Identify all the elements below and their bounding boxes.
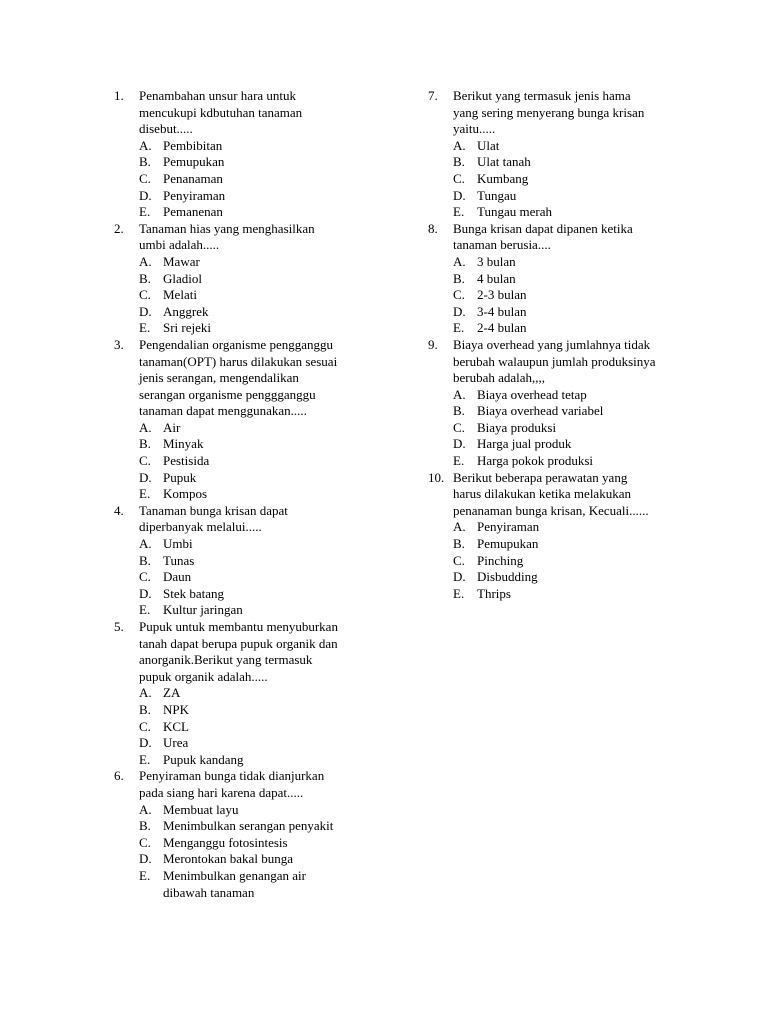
- answer-option: [139, 320, 364, 337]
- question-item: [114, 337, 364, 503]
- answer-option: [453, 453, 678, 470]
- option-text-line: Daun: [163, 569, 192, 585]
- option-text-line: Melati: [163, 287, 197, 303]
- option-letter: E.: [453, 453, 465, 469]
- answer-option: [453, 436, 678, 453]
- option-text-line: Penyiraman: [477, 519, 540, 535]
- option-text-line: Biaya produksi: [477, 419, 557, 435]
- option-text-line: Stek batang: [163, 585, 225, 601]
- answer-option: [453, 403, 678, 420]
- question-text-line: harus dilakukan ketika melakukan: [453, 486, 631, 502]
- question-item: [114, 221, 364, 337]
- question-text-line: Penyiraman bunga tidak dianjurkan: [139, 768, 325, 784]
- question-text-line: pupuk organik adalah.....: [139, 668, 268, 684]
- answer-option: [139, 569, 364, 586]
- option-letter: A.: [139, 801, 152, 817]
- option-letter: E.: [139, 867, 151, 883]
- answer-option: [139, 188, 364, 205]
- question-number: 6.: [114, 768, 124, 784]
- answer-option: [139, 171, 364, 188]
- option-letter: B.: [453, 154, 465, 170]
- option-text-line: Kompos: [163, 486, 208, 502]
- answer-option: [139, 735, 364, 752]
- option-letter: C.: [453, 170, 465, 186]
- question-text-line: Berikut yang termasuk jenis hama: [453, 88, 631, 103]
- option-text-line: 2-4 bulan: [477, 320, 527, 336]
- option-letter: B.: [139, 436, 151, 452]
- question-text-line: disebut.....: [139, 121, 193, 137]
- option-text-line: Disbudding: [477, 569, 538, 585]
- answer-option: [139, 702, 364, 719]
- question-text-line: Biaya overhead yang jumlahnya tidak: [453, 336, 651, 352]
- question-number: 8.: [428, 220, 438, 236]
- question-text-line: umbi adalah.....: [139, 237, 220, 253]
- question-text-line: Pengendalian organisme pengganggu: [139, 336, 333, 352]
- option-letter: D.: [453, 436, 466, 452]
- option-letter: C.: [453, 419, 465, 435]
- option-letter: D.: [139, 851, 152, 867]
- question-text-line: Penambahan unsur hara untuk: [139, 88, 297, 103]
- option-letter: E.: [453, 320, 465, 336]
- question-text-line: yaitu.....: [453, 121, 496, 137]
- option-text-line: Pembibitan: [163, 137, 223, 153]
- question-text-line: berubah walaupun jumlah produksinya: [453, 353, 656, 369]
- answer-option: [453, 154, 678, 171]
- answer-option: [139, 287, 364, 304]
- option-text-line: Harga pokok produksi: [477, 453, 594, 469]
- option-letter: E.: [453, 585, 465, 601]
- answer-option: [139, 254, 364, 271]
- question-text-line: diperbanyak melalui.....: [139, 519, 262, 535]
- question-text-line: penanaman bunga krisan, Kecuali......: [453, 502, 649, 518]
- option-letter: C.: [139, 569, 151, 585]
- answer-option: [453, 553, 678, 570]
- question-number: 10.: [428, 469, 445, 485]
- answer-option: [139, 138, 364, 155]
- option-letter: C.: [139, 170, 151, 186]
- option-text-line: Biaya overhead tetap: [477, 386, 587, 402]
- option-text-line: Kultur jaringan: [163, 602, 243, 618]
- question-number: 7.: [428, 88, 438, 103]
- option-letter: A.: [139, 685, 152, 701]
- option-text-line: Menimbulkan serangan penyakit: [163, 818, 334, 834]
- option-text-line: Pemupukan: [163, 154, 225, 170]
- answer-option: [139, 486, 364, 503]
- option-letter: A.: [453, 519, 466, 535]
- option-text-line: NPK: [163, 701, 190, 717]
- option-text-line: Menganggu fotosintesis: [163, 834, 288, 850]
- option-letter: D.: [139, 585, 152, 601]
- option-text-line: Sri rejeki: [163, 320, 212, 336]
- answer-option: [139, 154, 364, 171]
- question-item: [114, 503, 364, 619]
- option-letter: D.: [453, 187, 466, 203]
- answer-option: [453, 254, 678, 271]
- option-text-line: Harga jual produk: [477, 436, 572, 452]
- answer-option: [139, 752, 364, 769]
- answer-option: [453, 586, 678, 603]
- answer-option: [139, 204, 364, 221]
- answer-option: [453, 536, 678, 553]
- question-item: [428, 337, 678, 470]
- answer-option: [453, 519, 678, 536]
- question-text-line: serangan organisme penggganggu: [139, 386, 316, 402]
- question-text-line: tanaman(OPT) harus dilakukan sesuai: [139, 353, 338, 369]
- answer-option: [139, 818, 364, 835]
- option-letter: D.: [139, 187, 152, 203]
- answer-option: [453, 569, 678, 586]
- answer-option: [139, 553, 364, 570]
- question-text-line: tanaman dapat menggunakan.....: [139, 403, 307, 419]
- question-item: [428, 221, 678, 337]
- option-letter: C.: [139, 453, 151, 469]
- option-text-line: Penyiraman: [163, 187, 226, 203]
- option-text-line: Pupuk: [163, 469, 197, 485]
- option-text-line: 4 bulan: [477, 270, 516, 286]
- option-text-line: Biaya overhead variabel: [477, 403, 604, 419]
- option-text-line: Tunas: [163, 552, 195, 568]
- answer-option: [453, 204, 678, 221]
- question-item: [114, 768, 364, 901]
- question-item: [114, 619, 364, 768]
- option-letter: D.: [453, 569, 466, 585]
- option-text-line: Pemupukan: [477, 536, 539, 552]
- option-letter: B.: [453, 536, 465, 552]
- option-letter: A.: [139, 536, 152, 552]
- answer-option: [453, 271, 678, 288]
- answer-option: [453, 188, 678, 205]
- answer-option: [453, 287, 678, 304]
- option-letter: C.: [453, 552, 465, 568]
- question-text-line: Berikut beberapa perawatan yang: [453, 469, 628, 485]
- question-text-line: anorganik.Berikut yang termasuk: [139, 652, 313, 668]
- option-letter: C.: [453, 287, 465, 303]
- question-text-line: jenis serangan, mengendalikan: [139, 370, 299, 386]
- question-text-line: Bunga krisan dapat dipanen ketika: [453, 220, 633, 236]
- option-text-line: ZA: [163, 685, 181, 701]
- option-letter: C.: [139, 834, 151, 850]
- option-letter: B.: [453, 403, 465, 419]
- option-letter: E.: [139, 602, 151, 618]
- option-text-line: Penanaman: [163, 170, 223, 186]
- option-text-line: Urea: [163, 735, 189, 751]
- question-number: 5.: [114, 619, 124, 634]
- answer-option: [139, 851, 364, 868]
- option-text-line: KCL: [163, 718, 189, 734]
- option-letter: E.: [139, 204, 151, 220]
- question-item: [428, 470, 678, 603]
- option-letter: B.: [139, 818, 151, 834]
- question-text-line: Tanaman bunga krisan dapat: [139, 502, 288, 518]
- option-text-line: Mawar: [163, 253, 200, 269]
- option-text-line: Ulat: [477, 137, 500, 153]
- question-number: 1.: [114, 88, 124, 103]
- answer-option: [453, 171, 678, 188]
- option-letter: A.: [139, 137, 152, 153]
- question-text-line: tanah dapat berupa pupuk organik dan: [139, 635, 338, 651]
- option-text-line: Merontokan bakal bunga: [163, 851, 293, 867]
- question-number: 2.: [114, 220, 124, 236]
- option-text-line: Thrips: [477, 585, 511, 601]
- answer-option: [139, 271, 364, 288]
- option-text-line: Minyak: [163, 436, 204, 452]
- question-number: 9.: [428, 336, 438, 352]
- option-text-line: Ulat tanah: [477, 154, 531, 170]
- question-column-right: [428, 88, 678, 602]
- answer-option: [139, 453, 364, 470]
- option-text-line: 2-3 bulan: [477, 287, 527, 303]
- question-item: [114, 88, 364, 221]
- answer-option: [453, 420, 678, 437]
- option-letter: A.: [453, 253, 466, 269]
- answer-option: [453, 320, 678, 337]
- option-letter: B.: [139, 552, 151, 568]
- answer-option: [139, 586, 364, 603]
- option-text-line: Umbi: [163, 536, 193, 552]
- option-letter: E.: [139, 751, 151, 767]
- answer-option: [453, 304, 678, 321]
- option-letter: B.: [139, 154, 151, 170]
- answer-option: [139, 719, 364, 736]
- answer-option: [139, 420, 364, 437]
- answer-option: [139, 802, 364, 819]
- option-text-line: Kumbang: [477, 170, 529, 186]
- option-text-line: dibawah tanaman: [163, 884, 255, 900]
- option-letter: A.: [453, 137, 466, 153]
- option-text-line: Air: [163, 419, 181, 435]
- answer-option: [139, 835, 364, 852]
- question-text-line: mencukupi kdbutuhan tanaman: [139, 104, 303, 120]
- option-text-line: Pupuk kandang: [163, 751, 244, 767]
- option-letter: B.: [139, 270, 151, 286]
- answer-option: [453, 138, 678, 155]
- option-letter: B.: [139, 701, 151, 717]
- option-letter: D.: [453, 303, 466, 319]
- question-text-line: tanaman berusia....: [453, 237, 551, 253]
- question-column-left: [114, 88, 364, 901]
- answer-option: [139, 436, 364, 453]
- answer-option: [139, 685, 364, 702]
- option-text-line: 3-4 bulan: [477, 303, 527, 319]
- option-text-line: Pestisida: [163, 453, 210, 469]
- option-letter: D.: [139, 303, 152, 319]
- option-letter: B.: [453, 270, 465, 286]
- option-text-line: Tungau: [477, 187, 517, 203]
- option-text-line: Tungau merah: [477, 204, 552, 220]
- question-number: 4.: [114, 502, 124, 518]
- option-letter: A.: [453, 386, 466, 402]
- question-text-line: yang sering menyerang bunga krisan: [453, 104, 645, 120]
- option-letter: E.: [139, 486, 151, 502]
- option-text-line: Gladiol: [163, 270, 202, 286]
- option-letter: E.: [453, 204, 465, 220]
- question-text-line: Tanaman hias yang menghasilkan: [139, 220, 315, 236]
- option-text-line: Pemanenan: [163, 204, 223, 220]
- option-letter: C.: [139, 718, 151, 734]
- answer-option: [139, 868, 364, 901]
- option-text-line: Pinching: [477, 552, 524, 568]
- option-letter: D.: [139, 469, 152, 485]
- answer-option: [139, 536, 364, 553]
- question-text-line: Pupuk untuk membantu menyuburkan: [139, 619, 338, 634]
- answer-option: [139, 602, 364, 619]
- option-letter: A.: [139, 253, 152, 269]
- option-letter: E.: [139, 320, 151, 336]
- answer-option: [139, 304, 364, 321]
- option-letter: A.: [139, 419, 152, 435]
- answer-option: [453, 387, 678, 404]
- option-text-line: Anggrek: [163, 303, 209, 319]
- option-text-line: Membuat layu: [163, 801, 239, 817]
- question-number: 3.: [114, 336, 124, 352]
- answer-option: [139, 470, 364, 487]
- option-text-line: Menimbulkan genangan air: [163, 867, 306, 883]
- question-text-line: berubah adalah,,,,: [453, 370, 546, 386]
- option-letter: C.: [139, 287, 151, 303]
- option-text-line: 3 bulan: [477, 253, 516, 269]
- option-letter: D.: [139, 735, 152, 751]
- question-item: [428, 88, 678, 221]
- question-text-line: pada siang hari karena dapat.....: [139, 784, 304, 800]
